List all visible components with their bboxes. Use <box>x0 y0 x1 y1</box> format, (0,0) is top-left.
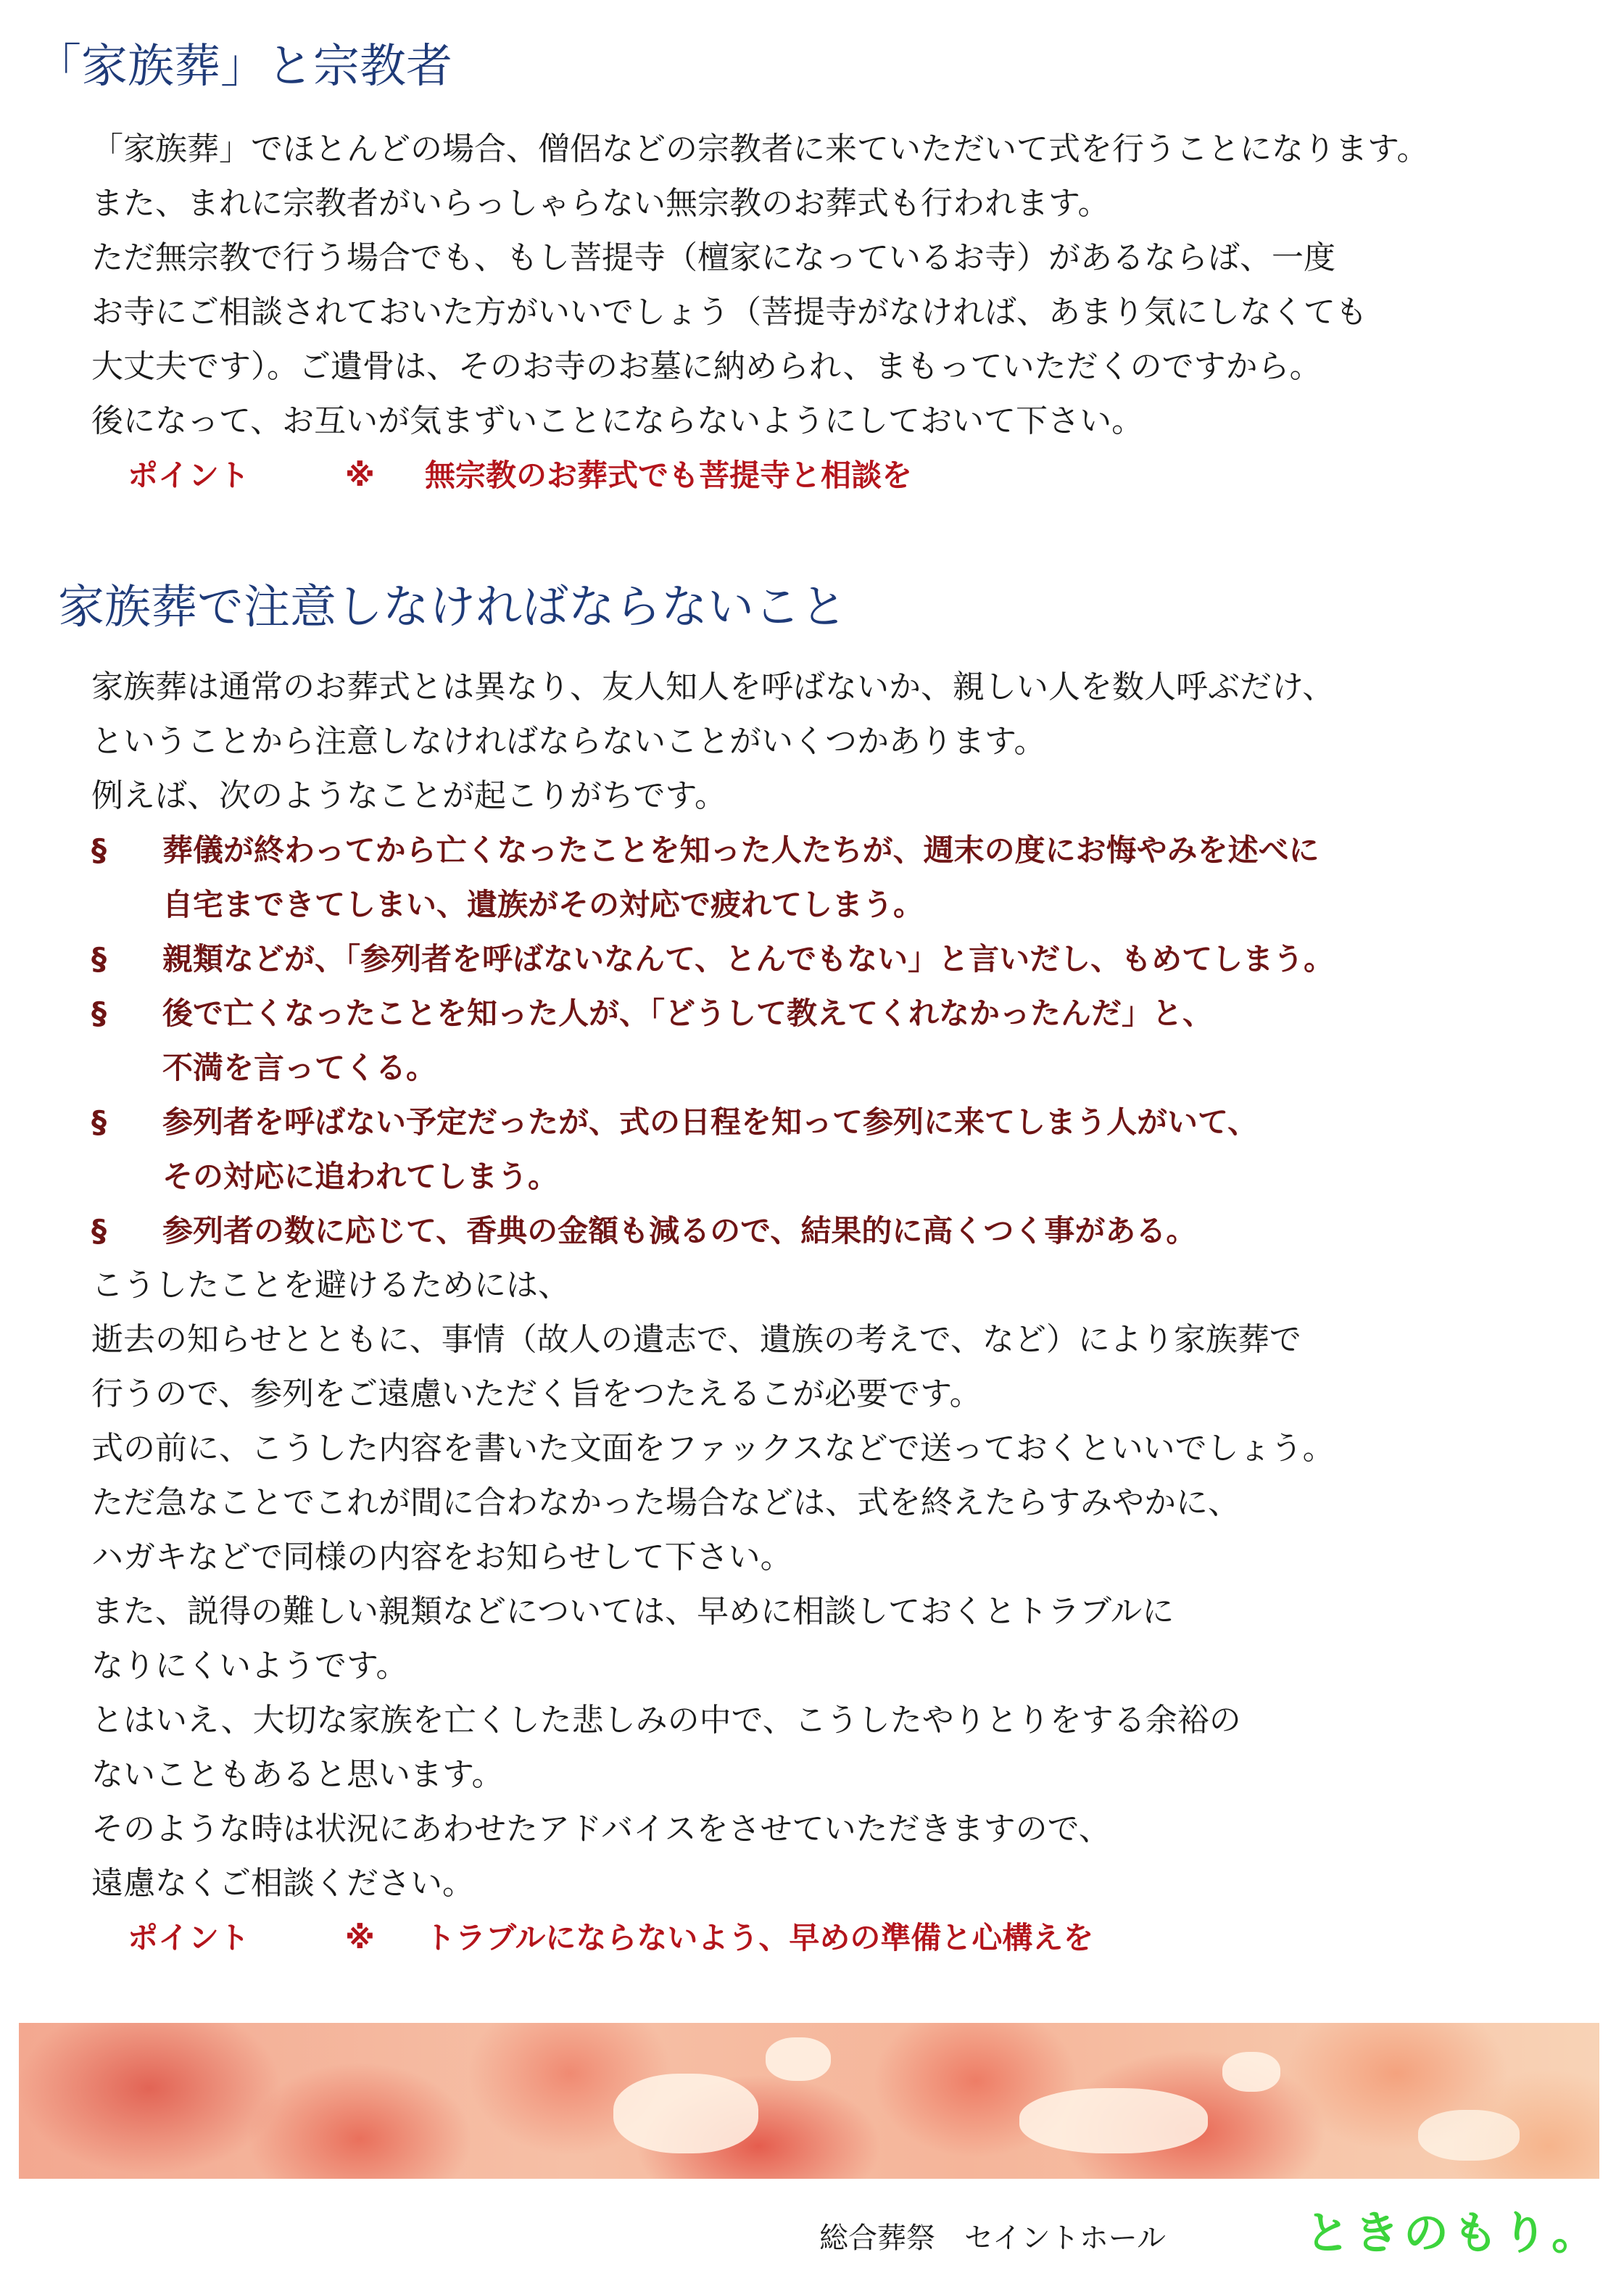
paragraph-line: こうしたことを避けるためには、 <box>91 1267 570 1304</box>
paragraph-line: お寺にご相談されておいた方がいいでしょう（菩提寺がなければ、あまり気にしなくても <box>91 294 1367 331</box>
reference-mark-icon: ※ <box>345 1920 375 1955</box>
section-mark-icon: § <box>91 832 107 868</box>
paragraph-line: 逝去の知らせとともに、事情（故人の遺志で、遺族の考えで、など）により家族葬で <box>91 1321 1301 1358</box>
paragraph-line: とはいえ、大切な家族を亡くした悲しみの中で、こうしたやりとりをする余裕の <box>91 1702 1241 1739</box>
section1-body <box>91 122 1428 502</box>
section-mark-icon: § <box>91 941 107 977</box>
banner-highlight <box>613 2074 758 2153</box>
list-item <box>91 823 1335 932</box>
list-item <box>91 932 1335 986</box>
list-item <box>91 1204 1335 1258</box>
point-text: トラブルにならないよう、早めの準備と心構えを <box>425 1920 1094 1955</box>
paragraph-line: 大丈夫です）。ご遺骨は、そのお寺のお墓に納められ、まもっていただくのですから。 <box>91 348 1322 385</box>
list-item-line: 親類などが、「参列者を呼ばないなんて、とんでもない」と言いだし、もめてしまう。 <box>162 941 1335 977</box>
list-item-line: 不満を言ってくる。 <box>162 1050 437 1085</box>
list-item <box>91 986 1335 1095</box>
paragraph-line: ないこともあると思います。 <box>91 1756 504 1793</box>
paragraph-line: また、説得の難しい親類などについては、早めに相談しておくとトラブルに <box>91 1593 1174 1630</box>
banner-highlight <box>1418 2110 1520 2161</box>
section-mark-icon: § <box>91 1104 107 1140</box>
section1-heading: 「家族葬」と宗教者 <box>35 40 452 94</box>
company-name: 総合葬祭 セイントホール <box>819 2222 1166 2255</box>
list-item-line: 後で亡くなったことを知った人が、「どうして教えてくれなかったんだ」と、 <box>162 995 1214 1031</box>
watercolor-banner-image <box>19 2023 1599 2179</box>
issue-list <box>91 823 1335 1258</box>
paragraph-line: ハガキなどで同様の内容をお知らせして下さい。 <box>91 1539 792 1576</box>
section-mark-icon: § <box>91 1213 107 1249</box>
paragraph-line: ということから注意しなければならないことがいくつかあります。 <box>91 723 1046 760</box>
paragraph-line: ただ無宗教で行う場合でも、もし菩提寺（檀家になっているお寺）があるならば、一度 <box>91 239 1335 276</box>
paragraph-line: ただ急なことでこれが間に合わなかった場合などは、式を終えたらすみやかに、 <box>91 1484 1240 1521</box>
paragraph-line: 遠慮なくご相談ください。 <box>91 1865 474 1902</box>
paragraph-line: また、まれに宗教者がいらっしゃらない無宗教のお葬式も行われます。 <box>91 185 1110 222</box>
section2-heading: 家族葬で注意しなければならないこと <box>58 581 847 634</box>
paragraph-line: 例えば、次のようなことが起こりがちです。 <box>91 777 727 814</box>
list-item-line: 参列者の数に応じて、香典の金額も減るので、結果的に高くつく事がある。 <box>162 1213 1197 1249</box>
banner-highlight <box>1222 2052 1280 2092</box>
list-item <box>91 1095 1335 1204</box>
list-item-line: 自宅まできてしまい、遺族がその対応で疲れてしまう。 <box>162 887 924 922</box>
paragraph-line: なりにくいようです。 <box>91 1647 408 1684</box>
paragraph-line: 後になって、お互いが気まずいことにならないようにしておいて下さい。 <box>91 402 1144 439</box>
section-mark-icon: § <box>91 995 107 1031</box>
section1-point <box>91 448 1428 502</box>
section2-point <box>91 1911 1335 1965</box>
point-label: ポイント <box>128 458 250 493</box>
banner-highlight <box>766 2037 831 2081</box>
brand-logo: ときのもり。 <box>1305 2206 1602 2259</box>
paragraph-line: 「家族葬」でほとんどの場合、僧侶などの宗教者に来ていただいて式を行うことになります。 <box>91 131 1429 167</box>
section2-body <box>91 660 1335 1965</box>
reference-mark-icon: ※ <box>345 458 375 493</box>
list-item-line: その対応に追われてしまう。 <box>162 1159 559 1194</box>
paragraph-line: そのような時は状況にあわせたアドバイスをさせていただきますので、 <box>91 1810 1111 1847</box>
list-item-line: 参列者を呼ばない予定だったが、式の日程を知って参列に来てしまう人がいて、 <box>162 1104 1259 1140</box>
point-label: ポイント <box>128 1920 250 1955</box>
paragraph-line: 行うので、参列をご遠慮いただく旨をつたえるこが必要です。 <box>91 1375 982 1412</box>
paragraph-line: 式の前に、こうした内容を書いた文面をファックスなどで送っておくといいでしょう。 <box>91 1430 1335 1467</box>
banner-highlight <box>1019 2088 1208 2153</box>
list-item-line: 葬儀が終わってから亡くなったことを知った人たちが、週末の度にお悔やみを述べに <box>162 832 1320 868</box>
point-text: 無宗教のお葬式でも菩提寺と相談を <box>425 458 913 493</box>
paragraph-line: 家族葬は通常のお葬式とは異なり、友人知人を呼ばないか、親しい人を数人呼ぶだけ、 <box>91 668 1335 705</box>
